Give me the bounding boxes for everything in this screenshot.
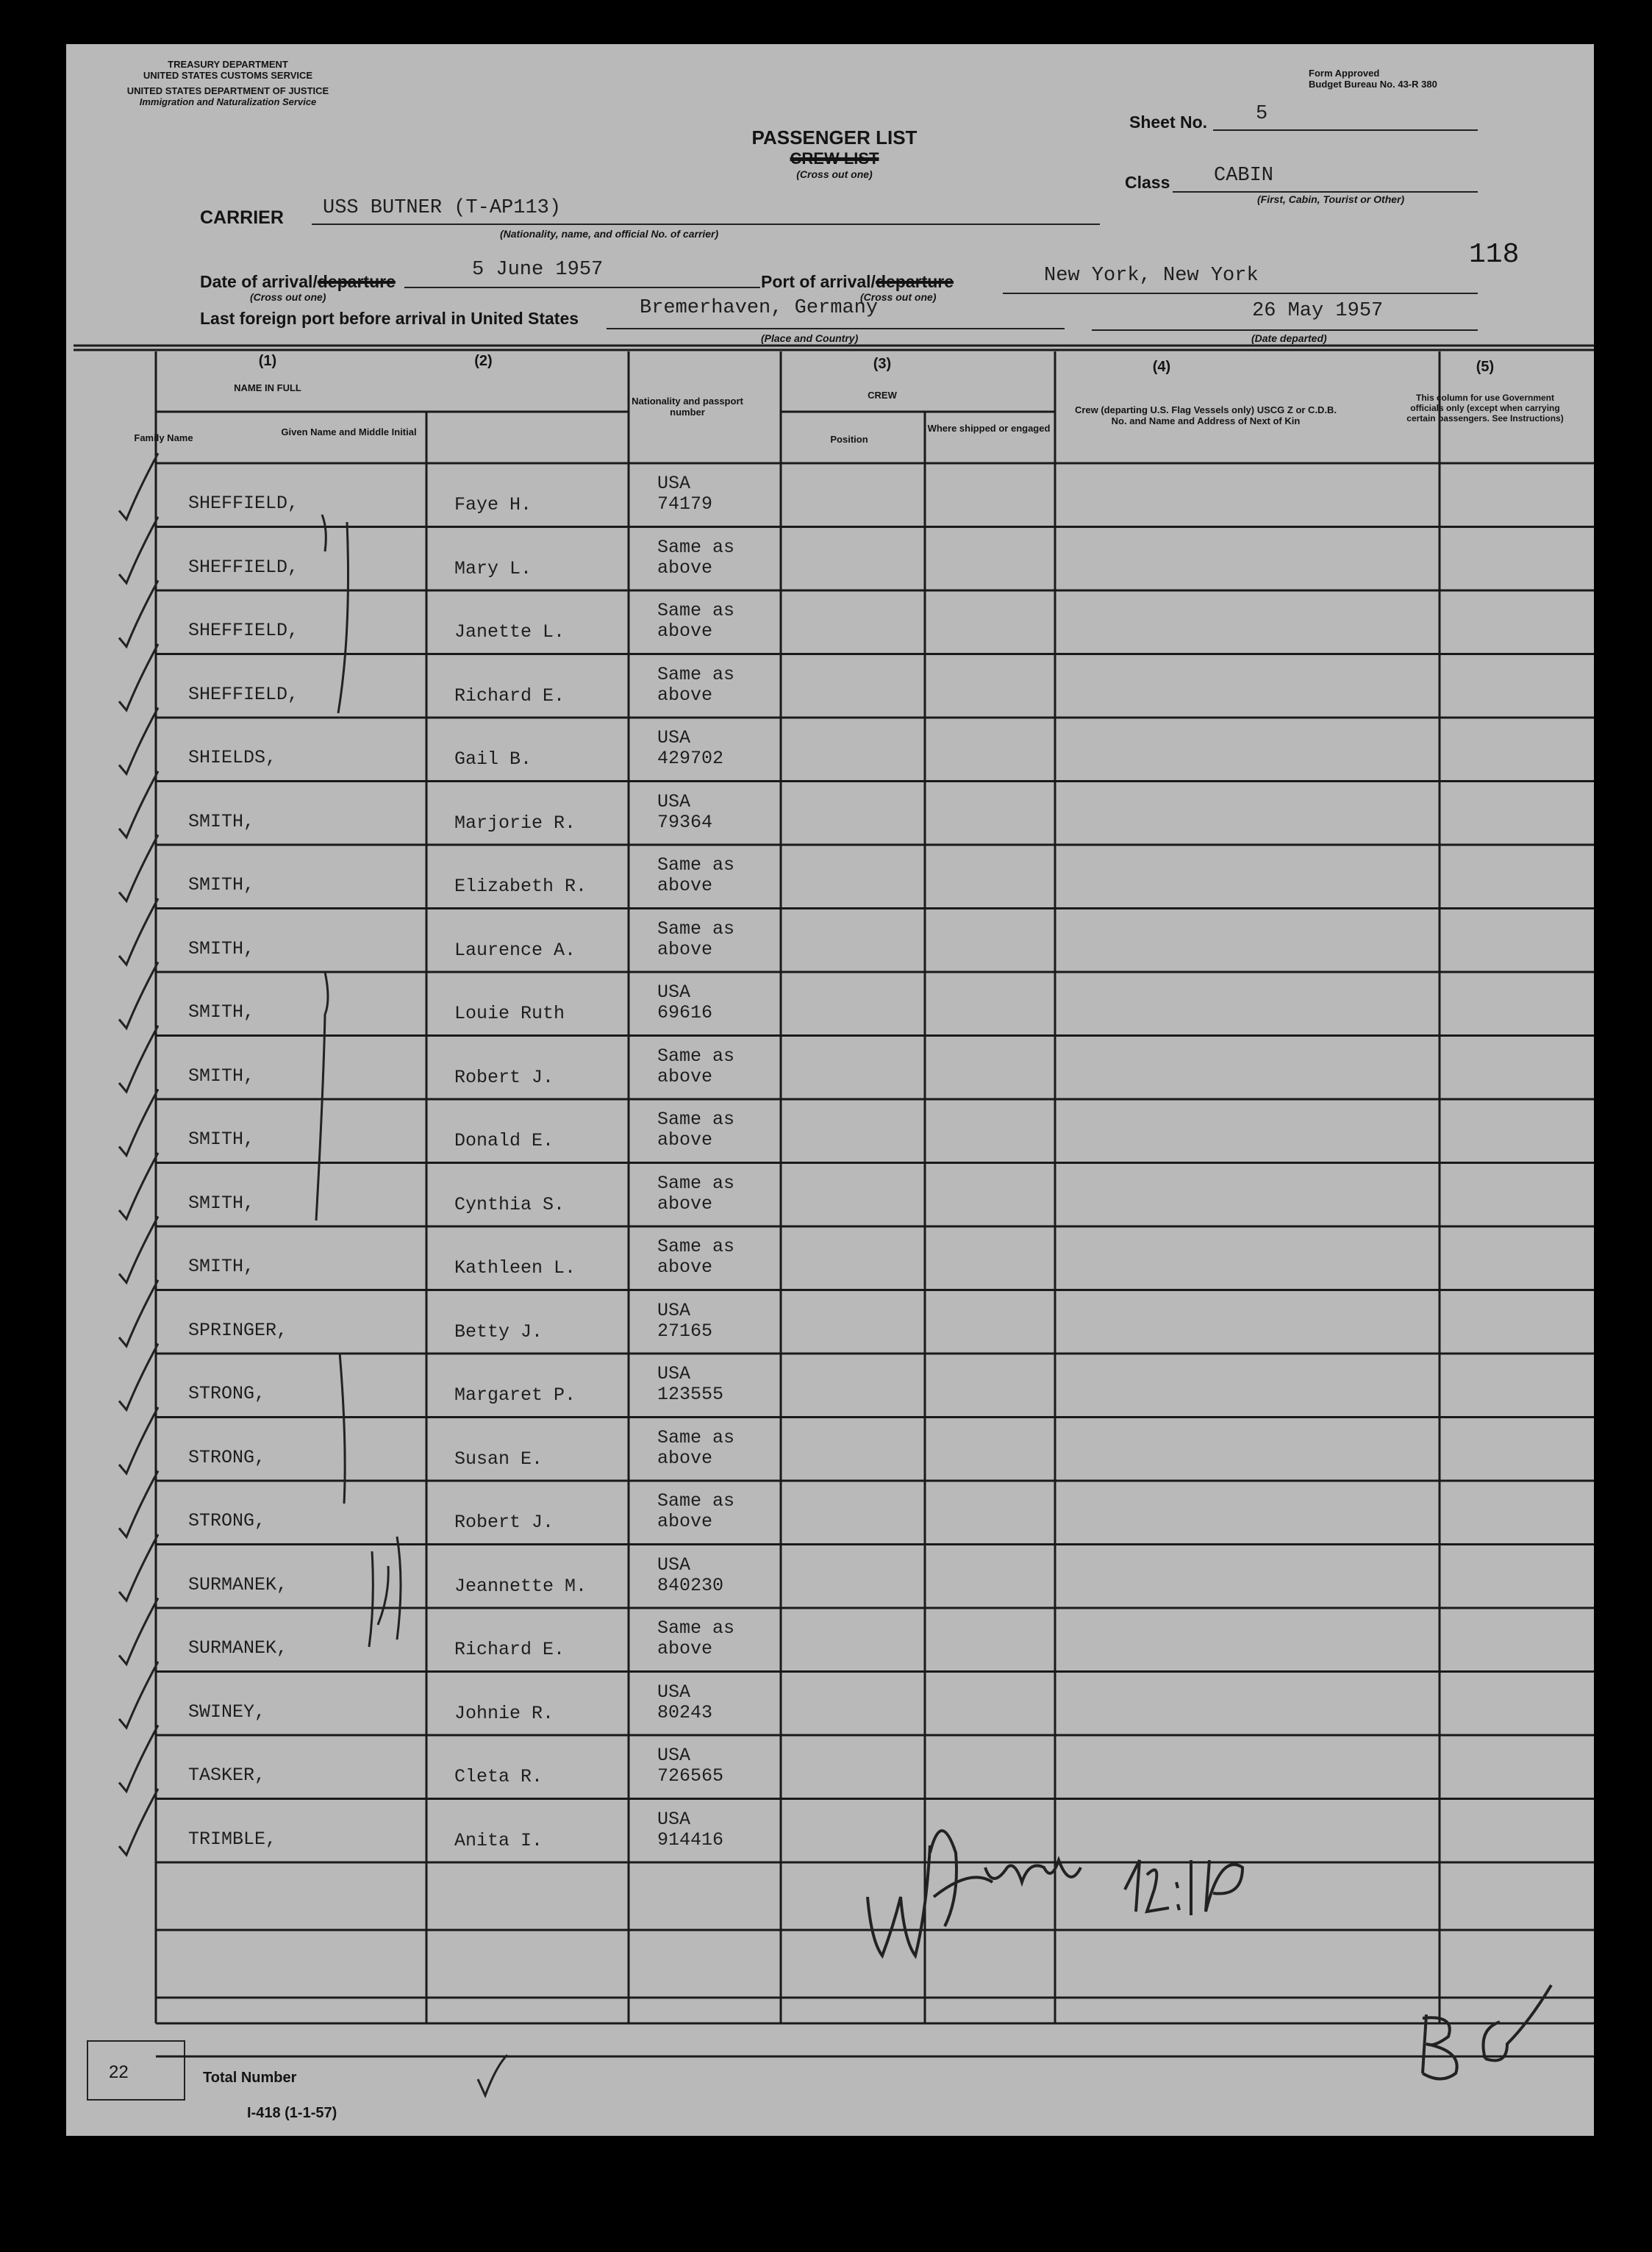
title-note: (Cross out one) (796, 168, 873, 180)
given-name-cell: Richard E. (454, 1639, 565, 1660)
check-mark-icon (119, 1217, 158, 1283)
nationality-cell: Same as above (657, 854, 735, 896)
family-name-cell: SMITH, (188, 874, 255, 896)
agency-line-1: TREASURY DEPARTMENT (168, 59, 288, 70)
nationality-cell: USA 726565 (657, 1745, 724, 1787)
table-vertical-lines (156, 351, 1594, 2023)
given-name-cell: Laurence A. (454, 939, 576, 961)
given-name-cell: Susan E. (454, 1448, 543, 1470)
check-mark-icon (119, 1407, 158, 1473)
nationality-cell: Same as above (657, 663, 735, 706)
carrier-caption: (Nationality, name, and official No. of carrier) (500, 228, 719, 240)
given-name-cell: Janette L. (454, 621, 565, 643)
given-name-cell: Gail B. (454, 748, 532, 770)
given-name-cell: Louie Ruth (454, 1003, 565, 1024)
col-4-number: (4) (1152, 359, 1171, 375)
port-crossed: departure (875, 272, 954, 291)
nationality-cell: Same as above (657, 1426, 735, 1469)
family-name-cell: SHEFFIELD, (188, 683, 299, 705)
nationality-cell: USA 74179 (657, 473, 713, 515)
given-name-cell: Robert J. (454, 1066, 554, 1088)
given-name-header: Given Name and Middle Initial (281, 426, 417, 437)
sheet-no-label: Sheet No. (1129, 112, 1208, 132)
family-name-cell: SMITH, (188, 1065, 255, 1087)
family-name-cell: SMITH, (188, 1256, 255, 1277)
nationality-cell: Same as above (657, 1109, 735, 1151)
given-name-cell: Anita I. (454, 1829, 543, 1851)
port-caption: (Cross out one) (860, 291, 937, 303)
check-mark-icon (119, 835, 158, 901)
departed-value: 26 May 1957 (1252, 300, 1384, 322)
check-mark-icon (119, 962, 158, 1029)
nationality-cell: Same as above (657, 1172, 735, 1215)
family-name-cell: SMITH, (188, 1001, 255, 1023)
family-name-cell: SWINEY, (188, 1701, 266, 1723)
col-5-title: This column for use Government officials only (except when carrying certain passengers. See Instructions) (1406, 393, 1564, 423)
col-2-number: (2) (474, 353, 493, 369)
check-mark-icon (119, 1026, 158, 1092)
nationality-cell: Same as above (657, 1617, 735, 1659)
check-mark-icon (119, 517, 158, 583)
agency-line-4: Immigration and Naturalization Service (139, 96, 317, 107)
check-mark-icon (119, 1090, 158, 1156)
check-mark-icon (119, 454, 158, 520)
check-mark-icon (119, 1789, 158, 1855)
arrival-value: 5 June 1957 (472, 259, 604, 281)
form-approved-line-2: Budget Bureau No. 43-R 380 (1309, 79, 1437, 90)
total-check-mark (478, 2055, 507, 2095)
arrival-crossed: departure (317, 272, 396, 291)
nationality-cell: USA 79364 (657, 790, 713, 833)
nationality-cell: USA 914416 (657, 1808, 724, 1851)
stamp-number: 118 (1469, 239, 1520, 271)
carrier-label: CARRIER (200, 207, 284, 228)
given-name-cell: Faye H. (454, 494, 532, 515)
page-title: PASSENGER LIST (751, 126, 918, 149)
check-mark-icon (119, 898, 158, 965)
col-3-title: CREW (868, 390, 897, 401)
col-3-number: (3) (873, 356, 892, 372)
given-name-cell: Mary L. (454, 557, 532, 579)
given-name-cell: Betty J. (454, 1320, 543, 1343)
col-1-title: NAME IN FULL (234, 382, 301, 393)
given-name-cell: Jeannette M. (454, 1575, 587, 1597)
position-header: Position (830, 434, 868, 445)
family-name-cell: SMITH, (188, 937, 255, 959)
family-name-cell: STRONG, (188, 1510, 266, 1531)
nationality-cell: Same as above (657, 1236, 735, 1278)
arrival-caption: (Cross out one) (250, 291, 326, 303)
form-approved-line-1: Form Approved (1309, 68, 1380, 79)
check-marks (119, 454, 158, 1856)
total-label: Total Number (203, 2070, 297, 2086)
family-name-cell: SPRINGER, (188, 1319, 288, 1341)
family-name-cell: STRONG, (188, 1383, 266, 1404)
nationality-cell: USA 80243 (657, 1681, 713, 1723)
check-mark-icon (119, 1471, 158, 1537)
agency-line-3: UNITED STATES DEPARTMENT OF JUSTICE (126, 85, 329, 96)
given-name-cell: Richard E. (454, 684, 565, 707)
family-name-cell: SHEFFIELD, (188, 493, 299, 514)
family-name-cell: STRONG, (188, 1446, 266, 1468)
arrival-label-text: Date of arrival/ (200, 272, 318, 291)
given-name-cell: Johnie R. (454, 1702, 554, 1724)
family-name-cell: TRIMBLE, (188, 1828, 277, 1850)
class-caption: (First, Cabin, Tourist or Other) (1257, 193, 1405, 205)
nationality-cell: Same as above (657, 1490, 735, 1532)
family-name-cell: SHEFFIELD, (188, 556, 299, 578)
check-mark-icon (119, 1344, 158, 1410)
departed-caption: (Date departed) (1251, 332, 1327, 344)
nationality-cell: Same as above (657, 536, 735, 579)
port-value: New York, New York (1044, 265, 1259, 287)
check-mark-icon (119, 1662, 158, 1728)
total-value: 22 (109, 2062, 129, 2082)
given-name-cell: Elizabeth R. (454, 876, 587, 897)
check-mark-icon (119, 1598, 158, 1665)
col-4-title: Crew (departing U.S. Flag Vessels only) USCG Z or C.D.B. No. and Name and Address of Next of Kin (1074, 404, 1337, 426)
check-mark-icon (119, 1280, 158, 1346)
last-port-label: Last foreign port before arrival in United States (200, 309, 579, 328)
given-name-cell: Marjorie R. (454, 812, 576, 834)
nationality-cell: Same as above (657, 600, 735, 642)
family-name-cell: SURMANEK, (188, 1573, 288, 1595)
nationality-cell: Same as above (657, 1045, 735, 1087)
last-port-caption: (Place and Country) (761, 332, 859, 344)
family-name-header: Family Name (134, 432, 193, 443)
crossed-crew-list: CREW LIST (790, 149, 879, 168)
carrier-value: USS BUTNER (T-AP113) (323, 197, 562, 219)
class-value: CABIN (1214, 165, 1274, 187)
family-brackets (316, 515, 401, 1647)
form-id: I-418 (1-1-57) (247, 2105, 337, 2121)
nationality-cell: USA 123555 (657, 1363, 724, 1405)
family-name-cell: SMITH, (188, 810, 255, 832)
nationality-cell: USA 429702 (657, 727, 724, 769)
given-name-cell: Donald E. (454, 1130, 554, 1151)
check-mark-icon (119, 708, 158, 774)
initials-handwriting (1423, 1985, 1551, 2079)
family-name-cell: SMITH, (188, 1129, 255, 1150)
sheet-no-value: 5 (1256, 103, 1268, 125)
col-2-title: Nationality and passport number (632, 396, 743, 418)
check-mark-icon (119, 1726, 158, 1792)
last-port-value: Bremerhaven, Germany (640, 297, 879, 319)
given-name-cell: Cynthia S. (454, 1193, 565, 1215)
nationality-cell: USA 840230 (657, 1554, 724, 1596)
given-name-cell: Margaret P. (454, 1384, 576, 1406)
col-5-number: (5) (1476, 359, 1495, 375)
family-name-cell: SHEFFIELD, (188, 620, 299, 641)
rules-and-handwriting (66, 44, 1594, 2136)
where-shipped-header: Where shipped or engaged (927, 423, 1051, 434)
nationality-cell: Same as above (657, 918, 735, 960)
col-1-number: (1) (258, 353, 277, 369)
class-label: Class (1125, 173, 1170, 192)
family-name-cell: TASKER, (188, 1765, 266, 1786)
agency-line-2: UNITED STATES CUSTOMS SERVICE (143, 70, 313, 81)
port-label-text: Port of arrival/ (761, 272, 876, 291)
check-mark-icon (119, 1153, 158, 1219)
check-mark-icon (119, 644, 158, 710)
nationality-cell: USA 27165 (657, 1299, 713, 1342)
form-sheet (66, 44, 1594, 2136)
check-mark-icon (119, 581, 158, 647)
family-name-cell: SHIELDS, (188, 747, 277, 768)
family-name-cell: SURMANEK, (188, 1637, 288, 1659)
given-name-cell: Cleta R. (454, 1766, 543, 1787)
given-name-cell: Robert J. (454, 1512, 554, 1533)
check-mark-icon (119, 771, 158, 837)
given-name-cell: Kathleen L. (454, 1257, 576, 1279)
nationality-cell: USA 69616 (657, 982, 713, 1023)
family-name-cell: SMITH, (188, 1192, 255, 1214)
check-mark-icon (119, 1534, 158, 1601)
